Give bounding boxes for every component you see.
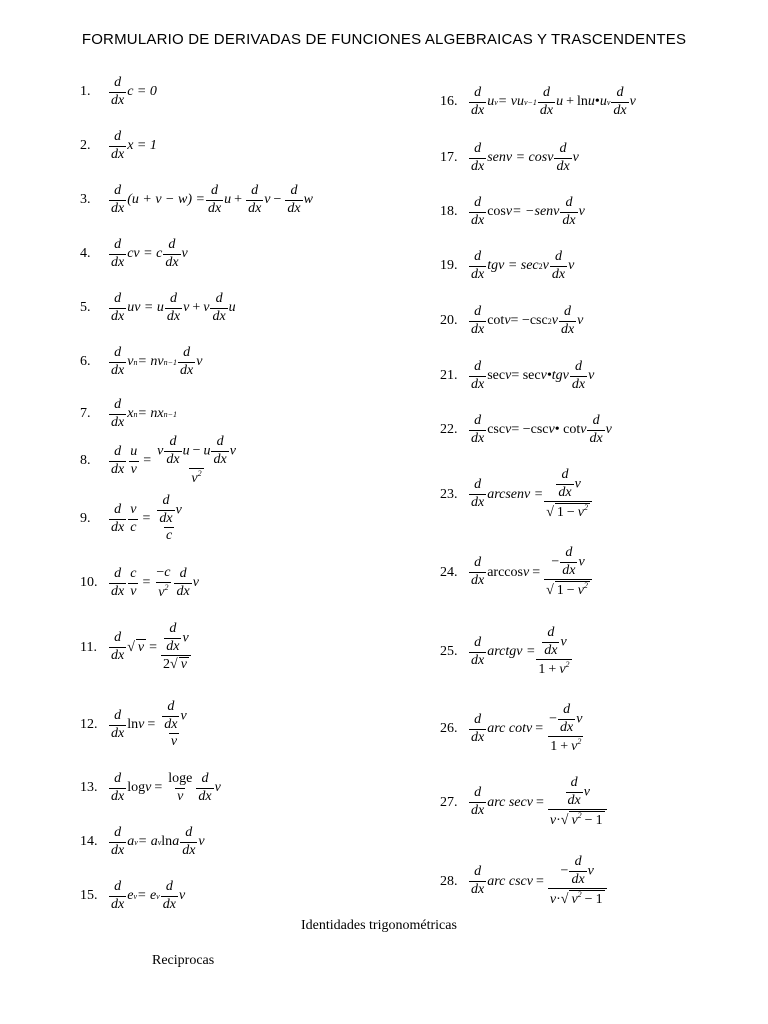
formula-16: 16. d dx u v = vu v−1 d dx u + ln u • u v d dx v [440, 85, 636, 118]
formula-12: 12. d dx ln v = $\frac{d}{dx}$ v v [80, 699, 187, 750]
subsection-heading-reciprocas: Reciprocas [152, 953, 215, 968]
fraction: d dx [471, 555, 485, 589]
fraction: d dx [198, 771, 212, 804]
fraction: $\frac{d}{dx}$ [287, 183, 301, 216]
fraction: − $\frac{d}{dx}$ v v·√ $v^2 - 1$ [548, 855, 607, 908]
fraction: d dx [471, 634, 485, 668]
fraction: d dx [471, 785, 485, 819]
fraction: $\frac{d}{dx}$ [562, 545, 576, 578]
fraction: d dx [111, 75, 125, 108]
fraction: d dx [111, 237, 125, 270]
fraction: $\frac{d}{dx}$ [544, 625, 558, 658]
formula-1: 1. d dx c = 0 [80, 75, 157, 108]
fraction: d dx [556, 141, 570, 174]
fraction: d dx [111, 771, 125, 804]
fraction: $\frac{c}{v}$ [130, 566, 137, 599]
fraction: − $\frac{d}{dx}$ v √ $1 - v^2$ [544, 546, 592, 599]
formula-19: 19. d dx tgv = sec 2 v d dx v [440, 249, 575, 282]
fraction: d dx [111, 291, 125, 324]
fraction: d dx [471, 141, 485, 174]
formula-24: 24. d dx arccos v = − $\frac{d}{dx}$ v √ $1 - v^2$ [440, 546, 593, 599]
fraction: d dx [471, 195, 485, 228]
fraction: $\frac{d}{dx}$ [164, 699, 178, 732]
formula-28: 28. d dx arc csc v = − $\frac{d}{dx}$ v v·√ $v^2 - 1$ [440, 855, 608, 908]
fraction: $\frac{d}{dx}$ [159, 493, 173, 526]
fraction: d dx [471, 413, 485, 446]
fraction: d dx [111, 630, 125, 664]
fraction: $\frac{d}{dx}$ [558, 467, 572, 500]
fraction: d dx [111, 183, 125, 216]
fraction: d dx [471, 249, 485, 282]
fraction: d dx [180, 345, 194, 378]
fraction: d dx [111, 707, 125, 741]
fraction: d dx [551, 249, 566, 282]
formula-15: 15. d dx e v = e v d dx v [80, 879, 186, 912]
page-title: FORMULARIO DE DERIVADAS DE FUNCIONES ALGEBRAICAS Y TRASCENDENTES [81, 31, 687, 48]
section-heading-identidades: Identidades trigonométricas [301, 918, 457, 933]
formula-13: 13. d dx log v = $\frac{\log e}{v}$ d dx v [80, 771, 221, 804]
fraction: $\frac{d}{dx}$ [166, 434, 180, 467]
fraction: $\frac{d}{dx}$ [207, 183, 222, 216]
fraction: d dx [111, 501, 125, 535]
fraction: d dx [166, 291, 181, 324]
fraction: $\frac{d}{dx}$ [560, 702, 574, 735]
fraction: d dx [111, 879, 125, 912]
fraction: d dx [111, 129, 125, 162]
formula-14: 14. d dx a v = a v ln a d dx v [80, 825, 205, 858]
fraction: d dx [560, 304, 575, 337]
formula-18: 18. d dx cos v = −senv d dx v [440, 195, 585, 228]
formula-6: 6. d dx v n = nv n−1 d dx v [80, 345, 203, 378]
fraction: d dx [471, 85, 485, 118]
fraction: d dx [165, 237, 179, 270]
fraction: $\frac{d}{dx}$ v c [159, 493, 182, 544]
formula-3: 3. d dx (u + v − w) = $\frac{d}{dx}$ u + $\frac{d}{dx}$ v − $\frac{d}{dx}$ w [80, 183, 313, 216]
fraction: d dx [471, 359, 485, 392]
formula-20: 20. d dx cot v = −csc 2 v d dx v [440, 304, 584, 337]
formula-4: 4. d dx cv = c d dx v [80, 237, 188, 270]
fraction: $\frac{d}{dx}$ v v [164, 699, 187, 750]
fraction: $\frac{u}{v}$ [130, 443, 138, 477]
fraction: d dx [176, 566, 190, 599]
fraction: $\frac{d}{dx}$ [571, 854, 585, 887]
fraction: $\frac{\log e}{v}$ [168, 771, 193, 804]
formula-27: 27. d dx arc sec v = $\frac{d}{dx}$ v v·√ $v^2 - 1$ [440, 776, 608, 829]
fraction: − $\frac{d}{dx}$ v $1 + v^2$ [549, 702, 583, 755]
fraction: d dx [471, 711, 485, 745]
formula-23: 23. d dx arcsenv = $\frac{d}{dx}$ v √ $1 - v^2$ [440, 468, 593, 521]
formula-10: 10. d dx $\frac{c}{v}$ = $\frac{-c}{v^2}$ d dx v [80, 565, 199, 600]
fraction: d dx [589, 413, 603, 446]
formula-21: 21. d dx sec v = sec v •tgv d dx v [440, 359, 595, 392]
fraction: d dx [111, 566, 125, 599]
formula-8: 8. d dx $\frac{u}{v}$ = v $\frac{d}{dx}$ u − u $\frac{d}{dx}$ v $v^2$ [80, 434, 236, 487]
fraction: d dx [182, 825, 196, 858]
fraction: $\frac{d}{dx}$ v 2√ v [161, 622, 191, 673]
fraction: $\frac{d}{dx}$ [248, 183, 262, 216]
formula-25: 25. d dx arctgv = $\frac{d}{dx}$ v $1 + v^2$ [440, 625, 570, 678]
fraction: d dx [539, 85, 554, 118]
fraction: d dx [471, 304, 485, 337]
fraction: $\frac{v}{c}$ [130, 501, 137, 535]
formula-22: 22. d dx csc v = −csc v • cot v d dx v [440, 413, 612, 446]
fraction: d dx [613, 85, 627, 118]
fraction: $\frac{d}{dx}$ v v·√ $v^2 - 1$ [548, 776, 607, 829]
fraction: $\frac{d}{dx}$ v $1 + v^2$ [538, 625, 570, 678]
fraction: d dx [212, 291, 226, 324]
fraction: d dx [562, 195, 576, 228]
fraction: d dx [111, 443, 125, 477]
formula-7: 7. d dx x n = nx n−1 [80, 397, 178, 430]
fraction: d dx [111, 345, 125, 378]
formula-2: 2. d dx x = 1 [80, 129, 157, 162]
formula-5: 5. d dx uv = u d dx v + v d dx u [80, 291, 236, 324]
fraction: d dx [162, 879, 176, 912]
formula-11: 11. d dx √ v = $\frac{d}{dx}$ v 2√ v [80, 622, 192, 673]
formula-17: 17. d dx senv = cos v d dx v [440, 141, 579, 174]
fraction: $\frac{d}{dx}$ v √ $1 - v^2$ [544, 468, 592, 521]
formula-26: 26. d dx arc cot v = − $\frac{d}{dx}$ v $1 + v^2$ [440, 702, 583, 755]
fraction: $\frac{d}{dx}$ [213, 434, 227, 467]
fraction: d dx [111, 825, 125, 858]
fraction: d dx [111, 397, 125, 430]
fraction: d dx [571, 359, 586, 392]
fraction: $\frac{d}{dx}$ [166, 621, 180, 654]
fraction: d dx [471, 477, 485, 511]
fraction: d dx [471, 864, 485, 898]
formula-9: 9. d dx $\frac{v}{c}$ = $\frac{d}{dx}$ v c [80, 493, 182, 544]
fraction: $\frac{d}{dx}$ [567, 775, 581, 808]
fraction: $\frac{-c}{v^2}$ [156, 565, 171, 600]
fraction: v $\frac{d}{dx}$ u − u $\frac{d}{dx}$ v $v^2$ [157, 434, 236, 487]
